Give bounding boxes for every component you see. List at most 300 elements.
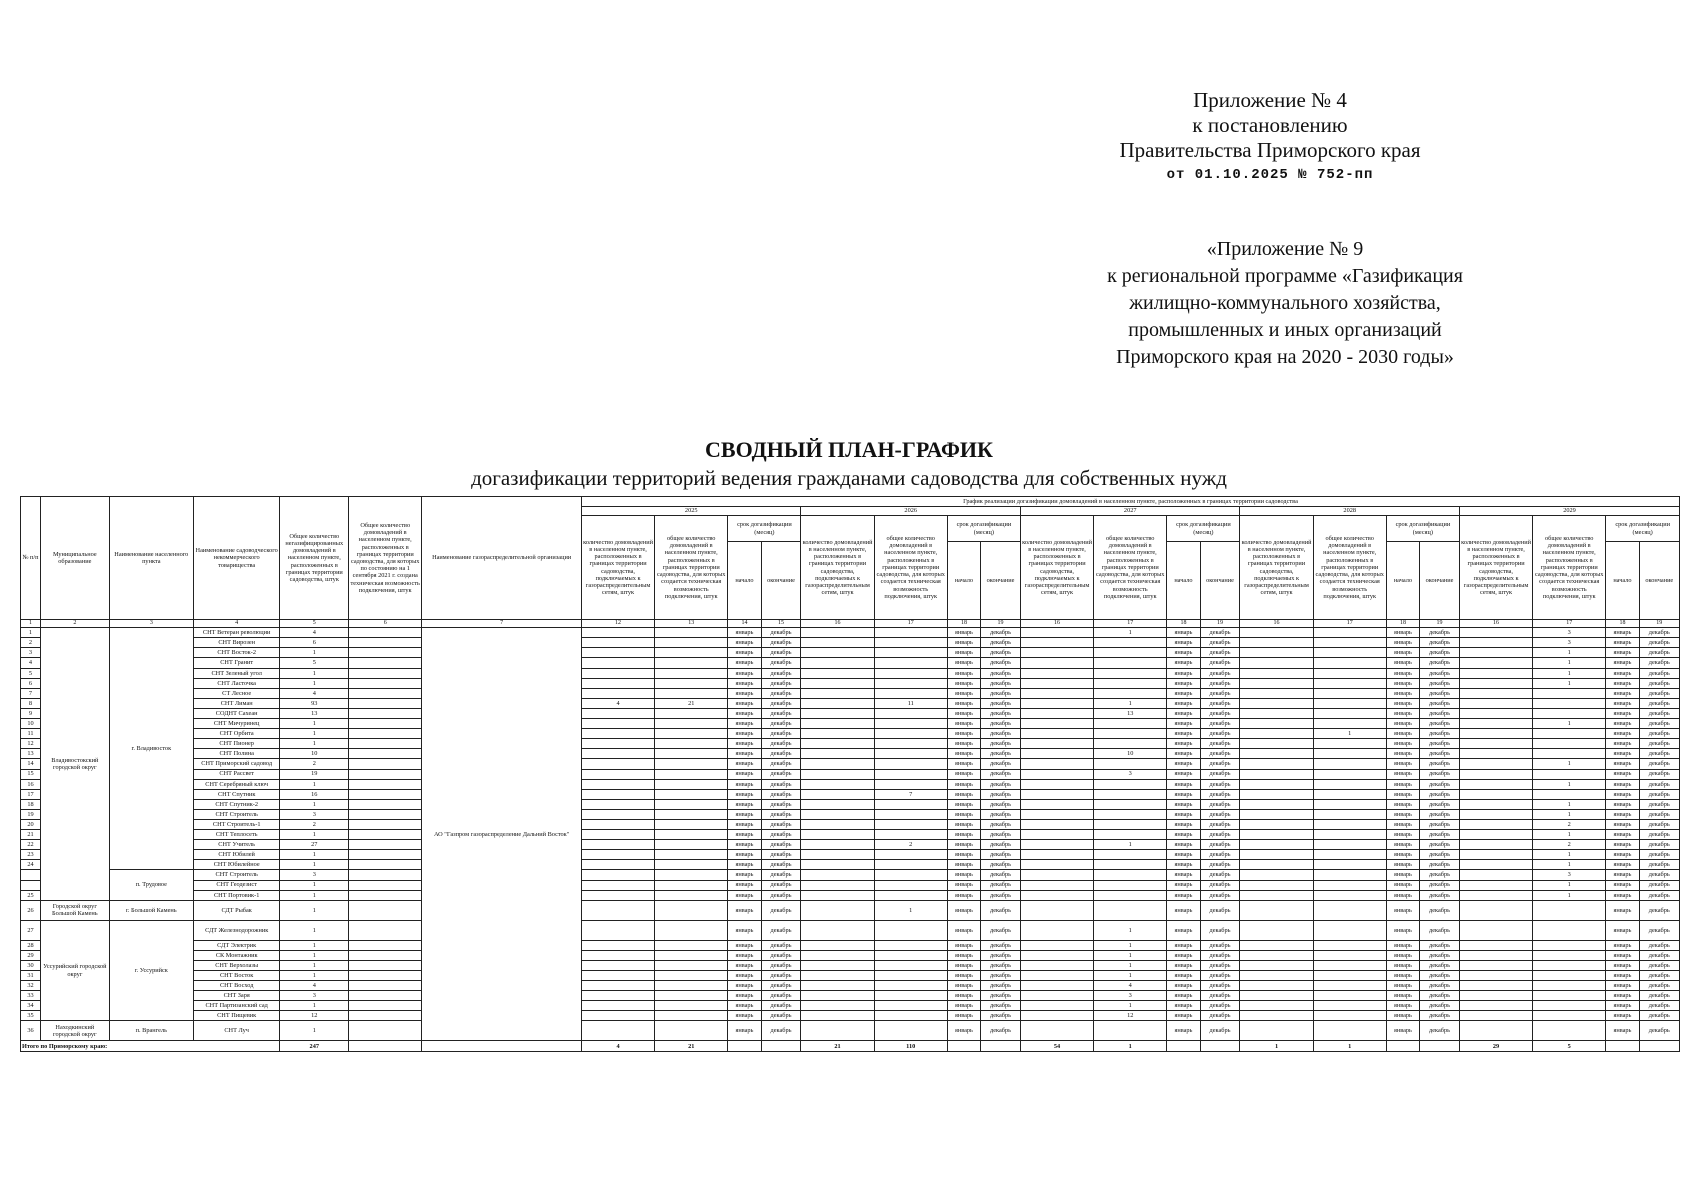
count-connected	[581, 940, 654, 950]
period-end: декабрь	[1420, 950, 1460, 960]
period-end: декабрь	[981, 678, 1021, 688]
table-row	[21, 729, 1680, 739]
total-sum: 247	[280, 1041, 349, 1052]
snt-name: СДТ Железнодорожник	[193, 920, 279, 940]
period-start: январь	[728, 648, 761, 658]
period-start: январь	[1167, 991, 1200, 1001]
column-number: 16	[1020, 620, 1093, 628]
count-tech	[1313, 840, 1386, 850]
count-connected	[581, 789, 654, 799]
count-tech	[1094, 688, 1167, 698]
total-not-gasified: 10	[280, 749, 349, 759]
header-municipality: Муниципальное образование	[40, 497, 109, 620]
period-start: январь	[1386, 759, 1419, 769]
count-connected	[1459, 638, 1532, 648]
table-row	[21, 890, 1680, 900]
count-tech	[1533, 688, 1606, 698]
count-connected	[801, 870, 874, 880]
period-end: декабрь	[981, 940, 1021, 950]
count-connected	[1459, 719, 1532, 729]
total-period-end	[1200, 1041, 1240, 1052]
total-not-gasified: 1	[280, 940, 349, 950]
period-end: декабрь	[761, 769, 801, 779]
period-start: январь	[1606, 1021, 1639, 1041]
total-period-start	[1386, 1041, 1419, 1052]
count-tech	[1094, 890, 1167, 900]
period-end: декабрь	[761, 830, 801, 840]
snt-name: СНТ Геодезист	[193, 880, 279, 890]
period-start: январь	[1606, 719, 1639, 729]
count-connected	[1240, 739, 1313, 749]
program-appendix-number: «Приложение № 9	[1206, 238, 1364, 260]
count-connected	[801, 1021, 874, 1041]
count-connected	[1020, 759, 1093, 769]
period-start: январь	[1386, 739, 1419, 749]
period-start: январь	[947, 789, 980, 799]
period-end: декабрь	[1639, 789, 1679, 799]
period-end: декабрь	[761, 860, 801, 870]
period-start: январь	[1606, 688, 1639, 698]
count-tech: 21	[655, 698, 728, 708]
total-not-gasified: 1	[280, 729, 349, 739]
count-connected	[801, 779, 874, 789]
period-start: январь	[728, 819, 761, 829]
period-end: декабрь	[1639, 628, 1679, 638]
count-connected	[1020, 729, 1093, 739]
count-connected	[1459, 789, 1532, 799]
period-end: декабрь	[1420, 809, 1460, 819]
header-start: начало	[1606, 542, 1639, 620]
count-connected	[1459, 809, 1532, 819]
total-tech	[349, 860, 422, 870]
table-row	[21, 628, 1680, 638]
table-row	[21, 648, 1680, 658]
period-start: январь	[728, 950, 761, 960]
period-start: январь	[1386, 830, 1419, 840]
period-end: декабрь	[1200, 960, 1240, 970]
period-end: декабрь	[1420, 789, 1460, 799]
count-connected	[801, 981, 874, 991]
total-not-gasified: 4	[280, 981, 349, 991]
period-start: январь	[947, 870, 980, 880]
count-connected	[801, 991, 874, 1001]
total-not-gasified: 12	[280, 1011, 349, 1021]
period-start: январь	[728, 1001, 761, 1011]
count-tech	[655, 880, 728, 890]
count-tech: 12	[1094, 1011, 1167, 1021]
table-row	[21, 880, 1680, 890]
period-end: декабрь	[1200, 799, 1240, 809]
period-start: январь	[1606, 971, 1639, 981]
table-row	[21, 769, 1680, 779]
count-connected	[1240, 688, 1313, 698]
count-connected	[1020, 840, 1093, 850]
count-connected	[1240, 668, 1313, 678]
count-connected	[581, 950, 654, 960]
row-number: 28	[21, 940, 41, 950]
count-tech: 1	[874, 900, 947, 920]
period-start: январь	[1386, 890, 1419, 900]
count-tech	[874, 1021, 947, 1041]
count-tech	[874, 991, 947, 1001]
period-start: январь	[1606, 950, 1639, 960]
period-end: декабрь	[1200, 769, 1240, 779]
period-end: декабрь	[1200, 900, 1240, 920]
count-connected	[1240, 950, 1313, 960]
count-connected	[581, 739, 654, 749]
period-start: январь	[1606, 860, 1639, 870]
count-connected	[1459, 628, 1532, 638]
table-row	[21, 688, 1680, 698]
count-connected	[1020, 749, 1093, 759]
count-tech	[1094, 819, 1167, 829]
snt-name: СНТ Восток	[193, 971, 279, 981]
period-end: декабрь	[981, 708, 1021, 718]
period-start: январь	[1167, 860, 1200, 870]
header-sub-tech: общее количество домовладений в населенном пункте, расположенных в границах территории садоводства, для которых создается техническая возможность подключения, штук	[1313, 516, 1386, 620]
period-start: январь	[1606, 739, 1639, 749]
total-not-gasified: 93	[280, 698, 349, 708]
period-end: декабрь	[1420, 920, 1460, 940]
count-tech: 7	[874, 789, 947, 799]
period-start: январь	[1167, 739, 1200, 749]
count-tech	[1094, 658, 1167, 668]
count-tech: 1	[1533, 799, 1606, 809]
count-tech	[655, 940, 728, 950]
period-end: декабрь	[1639, 638, 1679, 648]
count-connected	[581, 638, 654, 648]
count-tech	[1313, 769, 1386, 779]
period-start: январь	[1606, 819, 1639, 829]
count-tech	[1094, 799, 1167, 809]
period-end: декабрь	[1639, 1021, 1679, 1041]
count-tech	[655, 960, 728, 970]
count-connected	[1459, 819, 1532, 829]
column-number: 19	[1200, 620, 1240, 628]
column-number: 18	[947, 620, 980, 628]
count-connected	[801, 809, 874, 819]
period-start: январь	[1167, 870, 1200, 880]
total-not-gasified: 2	[280, 759, 349, 769]
period-start: январь	[1606, 769, 1639, 779]
header-sub-tech: общее количество домовладений в населенном пункте, расположенных в границах территории садоводства, для которых создается техническая возможность подключения, штук	[1094, 516, 1167, 620]
count-tech	[1533, 940, 1606, 950]
total-tech	[349, 769, 422, 779]
total-not-gasified: 1	[280, 860, 349, 870]
count-connected	[581, 729, 654, 739]
period-start: январь	[1386, 960, 1419, 970]
total-not-gasified: 16	[280, 789, 349, 799]
count-tech	[1313, 678, 1386, 688]
period-start: январь	[1386, 719, 1419, 729]
total-label: Итого по Приморскому краю:	[21, 1041, 280, 1052]
period-end: декабрь	[1639, 920, 1679, 940]
count-tech	[1533, 729, 1606, 739]
column-number: 18	[1167, 620, 1200, 628]
period-start: январь	[1167, 850, 1200, 860]
period-end: декабрь	[1639, 688, 1679, 698]
header-sub-period: срок догазификации (месяц)	[1167, 516, 1240, 542]
period-end: декабрь	[761, 940, 801, 950]
period-start: январь	[1386, 658, 1419, 668]
period-end: декабрь	[1420, 668, 1460, 678]
count-connected	[801, 950, 874, 960]
period-end: декабрь	[761, 749, 801, 759]
row-number: 16	[21, 779, 41, 789]
count-connected	[1240, 648, 1313, 658]
period-end: декабрь	[761, 658, 801, 668]
count-connected	[1459, 971, 1532, 981]
period-end: декабрь	[1420, 971, 1460, 981]
count-connected	[801, 628, 874, 638]
period-start: январь	[947, 759, 980, 769]
snt-name: СНТ Ласточка	[193, 678, 279, 688]
count-connected	[1020, 1021, 1093, 1041]
column-number: 18	[1386, 620, 1419, 628]
period-end: декабрь	[981, 971, 1021, 981]
total-tech	[349, 819, 422, 829]
period-start: январь	[1167, 830, 1200, 840]
count-connected	[801, 708, 874, 718]
snt-name: СНТ Строитель	[193, 870, 279, 880]
count-connected	[1020, 870, 1093, 880]
row-number: 5	[21, 668, 41, 678]
period-start: январь	[728, 749, 761, 759]
header-sub-count: количество домовладений в населенном пункте, расположенных в границах территории садоводства, подключаемых к газораспределительным сетям, штук	[801, 516, 874, 620]
row-number: 6	[21, 678, 41, 688]
row-number: 15	[21, 769, 41, 779]
count-connected	[581, 658, 654, 668]
count-connected	[581, 819, 654, 829]
count-connected	[1240, 769, 1313, 779]
header-sub-count: количество домовладений в населенном пункте, расположенных в границах территории садоводства, подключаемых к газораспределительным сетям, штук	[1240, 516, 1313, 620]
count-tech	[1313, 960, 1386, 970]
count-connected	[1020, 830, 1093, 840]
count-tech	[1313, 981, 1386, 991]
total-not-gasified: 3	[280, 809, 349, 819]
period-end: декабрь	[1420, 658, 1460, 668]
period-start: январь	[947, 991, 980, 1001]
total-period-start	[728, 1041, 761, 1052]
count-connected	[1240, 799, 1313, 809]
period-end: декабрь	[981, 698, 1021, 708]
count-connected	[1240, 759, 1313, 769]
header-gdo: Наименование газораспределительной организации	[422, 497, 582, 620]
count-connected	[1459, 688, 1532, 698]
period-end: декабрь	[981, 658, 1021, 668]
period-end: декабрь	[1639, 950, 1679, 960]
period-start: январь	[1386, 799, 1419, 809]
header-sub-count: количество домовладений в населенном пункте, расположенных в границах территории садоводства, подключаемых к газораспределительным сетям, штук	[1020, 516, 1093, 620]
period-end: декабрь	[1639, 991, 1679, 1001]
period-start: январь	[1606, 638, 1639, 648]
count-tech	[1313, 809, 1386, 819]
header-year: 2025	[581, 507, 801, 516]
count-connected	[1459, 759, 1532, 769]
count-connected	[581, 870, 654, 880]
total-tech	[349, 880, 422, 890]
count-tech	[655, 708, 728, 718]
total-tech	[349, 971, 422, 981]
snt-name: СНТ Юбилейное	[193, 860, 279, 870]
header-sub-period: срок догазификации (месяц)	[728, 516, 801, 542]
count-tech	[655, 729, 728, 739]
period-end: декабрь	[761, 809, 801, 819]
period-start: январь	[728, 809, 761, 819]
total-not-gasified: 6	[280, 638, 349, 648]
snt-name: СНТ Полина	[193, 749, 279, 759]
snt-name: СНТ Портовик-1	[193, 890, 279, 900]
period-start: январь	[1167, 890, 1200, 900]
count-connected	[801, 900, 874, 920]
total-tech	[349, 719, 422, 729]
period-end: декабрь	[1200, 1011, 1240, 1021]
column-number: 5	[280, 620, 349, 628]
period-start: январь	[1167, 628, 1200, 638]
count-connected	[1240, 779, 1313, 789]
period-start: январь	[1386, 950, 1419, 960]
column-number: 6	[349, 620, 422, 628]
settlement-cell: п. Врангель	[109, 1021, 193, 1041]
snt-name: СНТ Ветеран революции	[193, 628, 279, 638]
count-connected	[1020, 850, 1093, 860]
table-row	[21, 708, 1680, 718]
total-count-connected: 4	[581, 1041, 654, 1052]
period-start: январь	[728, 1021, 761, 1041]
column-number: 4	[193, 620, 279, 628]
column-number: 15	[761, 620, 801, 628]
period-end: декабрь	[981, 880, 1021, 890]
period-start: январь	[728, 840, 761, 850]
period-end: декабрь	[1420, 698, 1460, 708]
column-number: 3	[109, 620, 193, 628]
period-end: декабрь	[761, 880, 801, 890]
row-number: 10	[21, 719, 41, 729]
period-start: январь	[947, 678, 980, 688]
total-period-end	[761, 1041, 801, 1052]
count-tech	[1313, 799, 1386, 809]
period-end: декабрь	[1639, 648, 1679, 658]
count-tech	[655, 648, 728, 658]
count-connected	[1240, 991, 1313, 1001]
total-not-gasified: 1	[280, 779, 349, 789]
count-connected	[1459, 950, 1532, 960]
period-end: декабрь	[1420, 779, 1460, 789]
settlement-cell: г. Большой Камень	[109, 900, 193, 920]
count-tech	[1313, 668, 1386, 678]
table-row	[21, 991, 1680, 1001]
count-connected	[581, 779, 654, 789]
total-tech	[349, 698, 422, 708]
count-tech	[655, 1001, 728, 1011]
period-end: декабрь	[1639, 739, 1679, 749]
count-connected	[1459, 991, 1532, 1001]
total-tech	[349, 789, 422, 799]
period-end: декабрь	[981, 920, 1021, 940]
count-connected	[581, 719, 654, 729]
count-tech	[874, 719, 947, 729]
total-tech	[349, 739, 422, 749]
count-connected	[1240, 749, 1313, 759]
period-start: январь	[1167, 880, 1200, 890]
period-start: январь	[1386, 981, 1419, 991]
count-tech: 1	[1094, 698, 1167, 708]
count-tech	[1094, 830, 1167, 840]
count-tech	[874, 920, 947, 940]
total-tech	[349, 991, 422, 1001]
count-tech	[1533, 900, 1606, 920]
column-number: 19	[981, 620, 1021, 628]
period-end: декабрь	[761, 971, 801, 981]
count-connected	[1240, 658, 1313, 668]
period-end: декабрь	[981, 648, 1021, 658]
appendix-resolution: к постановлению	[1192, 113, 1348, 137]
total-tech	[349, 900, 422, 920]
count-connected	[801, 729, 874, 739]
count-tech	[655, 668, 728, 678]
table-row	[21, 1021, 1680, 1041]
count-tech	[874, 648, 947, 658]
period-start: январь	[947, 819, 980, 829]
count-tech	[874, 819, 947, 829]
period-start: январь	[947, 1001, 980, 1011]
period-end: декабрь	[1200, 648, 1240, 658]
count-connected	[801, 890, 874, 900]
column-number: 19	[1420, 620, 1460, 628]
count-connected	[1459, 940, 1532, 950]
count-connected	[1459, 870, 1532, 880]
period-end: декабрь	[1200, 658, 1240, 668]
table-row	[21, 981, 1680, 991]
column-number: 7	[422, 620, 582, 628]
count-tech: 1	[1094, 628, 1167, 638]
period-start: январь	[1386, 779, 1419, 789]
count-tech	[655, 789, 728, 799]
count-tech	[1313, 1021, 1386, 1041]
count-connected	[1020, 809, 1093, 819]
period-start: январь	[1167, 971, 1200, 981]
period-start: январь	[1606, 789, 1639, 799]
column-number: 19	[1639, 620, 1679, 628]
snt-name: СНТ Вирозен	[193, 638, 279, 648]
period-start: январь	[1386, 628, 1419, 638]
period-end: декабрь	[1200, 719, 1240, 729]
count-tech	[874, 638, 947, 648]
period-start: январь	[947, 950, 980, 960]
row-number: 23	[21, 850, 41, 860]
period-start: январь	[1386, 1011, 1419, 1021]
period-end: декабрь	[1420, 900, 1460, 920]
period-start: январь	[1167, 960, 1200, 970]
period-start: январь	[1606, 799, 1639, 809]
period-end: декабрь	[981, 950, 1021, 960]
period-end: декабрь	[1639, 840, 1679, 850]
count-connected	[1020, 940, 1093, 950]
period-end: декабрь	[761, 1001, 801, 1011]
count-tech	[1313, 1011, 1386, 1021]
count-tech	[874, 809, 947, 819]
period-end: декабрь	[1200, 1001, 1240, 1011]
total-not-gasified: 1	[280, 799, 349, 809]
count-tech	[1094, 668, 1167, 678]
header-sub-tech: общее количество домовладений в населенном пункте, расположенных в границах территории садоводства, для которых создается техническая возможность подключения, штук	[874, 516, 947, 620]
count-connected	[581, 708, 654, 718]
period-end: декабрь	[1200, 628, 1240, 638]
period-start: январь	[728, 658, 761, 668]
count-tech: 1	[1533, 678, 1606, 688]
period-start: январь	[1167, 698, 1200, 708]
snt-name: СНТ Луч	[193, 1021, 279, 1041]
